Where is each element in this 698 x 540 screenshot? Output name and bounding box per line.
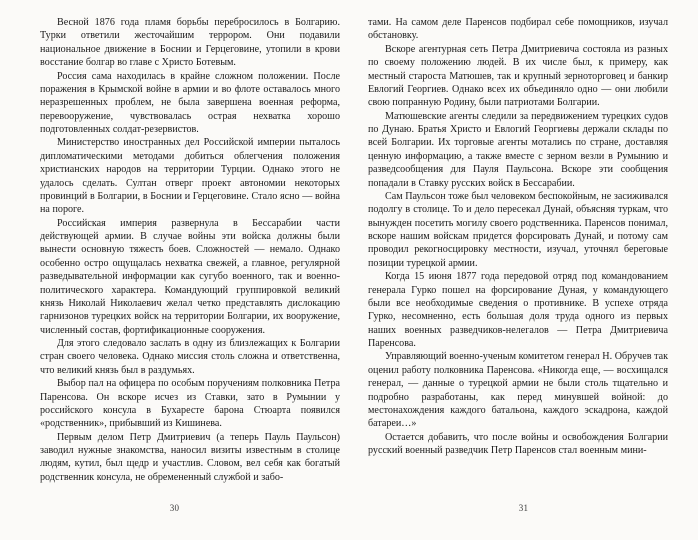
paragraph: Выбор пал на офицера по особым поручениям полковника Петра Паренсова. Он вскоре исчез из Ставки, зато в Румынии у российского консула в Бухаресте барона Стюарта появился «родственник», прибывший из Кишинева. <box>40 378 340 430</box>
paragraph: Вскоре агентурная сеть Петра Дмитриевича состояла из разных по своему положению людей. В их числе был, к примеру, как местный староста Матюшев, так и крупный зерноторговец и банкир Евлогий Георгиев. Однако всех их объединяло одно — они любили свою попранную Родину, были патриотами Болгарии. <box>368 43 668 109</box>
page-right <box>349 0 698 540</box>
paragraph: Сам Паульсон тоже был человеком беспокойным, не засиживался подолгу в столице. То и дело пересекал Дунай, объясняя туркам, что вынужден посетить могилу своего родственника. Паренсов понимал, вскоре нашим войскам придется форсировать Дунай, и потому сам проводил рекогносцировку местности, изучал, уточнял береговые позиции турецкой армии. <box>368 190 668 269</box>
paragraph: Управляющий военно-ученым комитетом генерал Н. Обручев так оценил работу полковника Паренсова. «Никогда еще, — восхищался генерал, — данные о турецкой армии не были столь тщательно и подробно разработаны, как перед минувшей войной: до местонахождения каждого батальона, каждого эскадрона, каждой батареи…» <box>368 351 668 430</box>
paragraph: Россия сама находилась в крайне сложном положении. После поражения в Крымской войне в армии и во флоте оставалось много неразрешенных проблем, не была завершена военная реформа, перевооружение, чувствовалась острая нехватка хорошо подготовленных солдат-резервистов. <box>40 70 340 135</box>
paragraph: Министерство иностранных дел Российской империи пыталось дипломатическими методами добиться облегчения положения христианских народов на территории Турции. Однако этого не удалось сделать. Султан отверг проект автономии некоторых провинций в Болгарии, в Боснии и Герцеговине. Стало ясно — война на пороге. <box>40 137 340 216</box>
paragraph: Для этого следовало заслать в одну из близлежащих к Болгарии стран своего человека. Однако миссия столь сложна и ответственна, что великий князь был в раздумьях. <box>40 338 340 376</box>
paragraph: Матюшевские агенты следили за передвижением турецких судов по Дунаю. Братья Христо и Евлогий Георгиевы держали склады по всей Болгарии. Их торговые агенты мотались по стране, доставляя ценную информацию, а также вместе с зерном везли в Румынию и разведсообщения для Пауля Паульсона. Вскоре эти сообщения попадали в Ставку русских войск в Бессарабии. <box>368 110 668 189</box>
paragraph: Первым делом Петр Дмитриевич (а теперь Пауль Паульсон) заводил нужные знакомства, наносил визиты известным в столице людям, кутил, был щедр и участлив. Словом, вел себя как богатый родственник консула, не обремененный службой и забо- <box>40 431 340 483</box>
paragraph: Когда 15 июня 1877 года передовой отряд под командованием генерала Гурко пошел на форсирование Дуная, у командующего были все необходимые сведения о противнике. В успехе отряда Гурко, несомненно, есть большая доля труда одного из первых наших военных разведчиков-нелегалов — Петра Дмитриевича Паренсова. <box>368 271 668 349</box>
paragraph: Весной 1876 года пламя борьбы перебросилось в Болгарию. Турки ответили жесточайшим террором. Они подавили национальное движение в Боснии и Герцеговине, утопили в крови восстание болгар во главе с Христо Ботевым. <box>40 17 340 69</box>
paragraph: тами. На самом деле Паренсов подбирал себе помощников, изучал обстановку. <box>368 17 668 42</box>
page-number-left: 30 <box>169 503 180 513</box>
left-page-text-column <box>40 16 340 484</box>
paragraph: Остается добавить, что после войны и освобождения Болгарии русский военный разведчик Петр Паренсов стал военным мини- <box>368 431 668 456</box>
right-page-text-column <box>368 16 668 457</box>
paragraph: Российская империя развернула в Бессарабии части действующей армии. В случае войны эти войска должны были вынести основную тяжесть боев. Сложностей — немало. Однако особенно остро ощущалась нехватка свежей, а главное, регулярной разведывательной информации как сугубо военного, так и военно-политического характера. Командующий группировкой великий князь Николай Николаевич желал четко представлять дислокацию гарнизонов турецких войск на территории Болгарии, их вооружение, численный состав, фортификационные сооружения. <box>40 217 340 336</box>
page-number-right: 31 <box>518 503 529 513</box>
